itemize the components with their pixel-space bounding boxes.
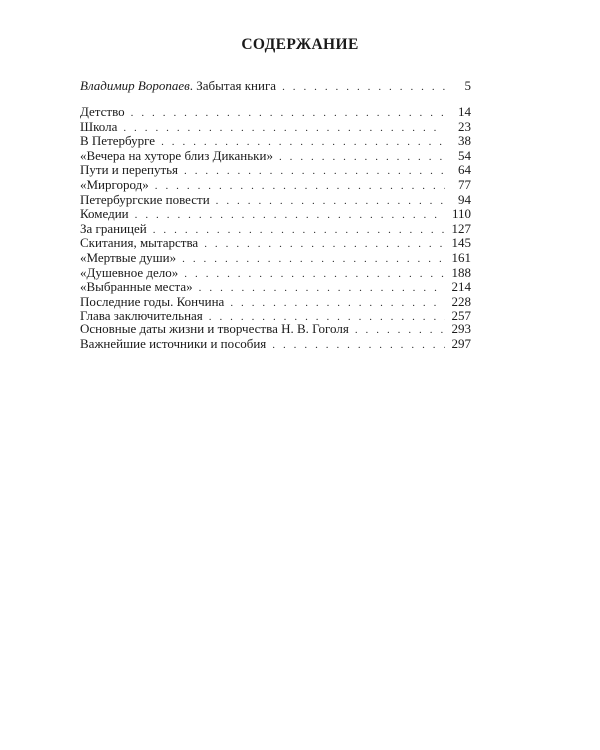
toc-entry-label: Основные даты жизни и творчества Н. В. Гоголя [80, 321, 349, 336]
toc-entry-label: «Мертвые души» [80, 249, 177, 265]
toc-entry-label: Петербургские повести [80, 191, 210, 207]
toc-entry-label: Последние годы. Кончина [80, 293, 225, 309]
toc-page-number: 145 [451, 235, 471, 251]
toc-page-number: 127 [451, 220, 471, 236]
toc-entry [80, 207, 471, 222]
toc-page-number: 5 [464, 78, 471, 93]
toc-entry-label: Школа [80, 118, 118, 134]
toc-entry-label: Глава заключительная [80, 308, 203, 324]
toc-page-number: 38 [458, 133, 471, 149]
toc-page-number: 188 [451, 264, 471, 280]
toc-entry [80, 295, 471, 310]
dot-leader [282, 80, 445, 95]
toc-entry [80, 134, 471, 149]
toc-entry [80, 322, 471, 337]
toc-page-number: 77 [458, 176, 471, 192]
toc-entry [80, 266, 471, 281]
dot-leader [135, 208, 445, 223]
dot-leader [199, 281, 445, 296]
toc-entry-label: Пути и перепутья [80, 162, 179, 178]
dot-leader [182, 252, 445, 267]
toc-page-number: 14 [458, 104, 471, 119]
dot-leader [184, 267, 445, 282]
page-title: СОДЕРЖАНИЕ [241, 36, 359, 53]
toc-entry-label: «Миргород» [80, 176, 149, 192]
toc-page-number: 293 [451, 321, 471, 336]
toc-entry-label: Детство [80, 104, 125, 119]
toc-entry-label: «Вечера на хуторе близ Диканьки» [80, 147, 273, 163]
toc-page-number: 94 [458, 191, 471, 207]
toc-entry [80, 163, 471, 178]
toc-entry [80, 236, 471, 251]
toc-entry-label: «Выбранные места» [80, 279, 193, 295]
toc-entry [80, 120, 471, 135]
toc-entry [80, 178, 471, 193]
toc-entry [80, 105, 471, 120]
toc-page-number: 64 [458, 162, 471, 178]
toc-entry [80, 222, 471, 237]
toc-entry-label: Комедии [80, 206, 129, 222]
dot-leader [123, 121, 445, 136]
toc-page-number: 110 [451, 206, 471, 222]
dot-leader [272, 338, 445, 353]
toc-page-number: 161 [451, 249, 471, 265]
intro-author: Владимир Воропаев [80, 78, 190, 93]
toc-entry-label: В Петербурге [80, 133, 156, 149]
toc-page-number: 228 [451, 293, 471, 309]
intro-label: Забытая книга [196, 78, 277, 93]
toc-entry [80, 280, 471, 295]
toc-entry [80, 193, 471, 208]
toc-entry-label: За границей [80, 220, 147, 236]
toc-page-number: 214 [451, 279, 471, 295]
toc-entry-label [80, 79, 276, 94]
toc-entry [80, 251, 471, 266]
toc-appendix-section [80, 322, 471, 351]
toc-entry-label: Важнейшие источники и пособия [80, 335, 267, 351]
toc-entry [80, 149, 471, 164]
toc-page-number: 23 [458, 118, 471, 134]
toc-entry [80, 79, 471, 94]
dot-leader [131, 106, 445, 121]
dot-leader [216, 194, 445, 209]
toc-entry [80, 337, 471, 352]
toc-page-number: 297 [451, 335, 471, 351]
intro-separator: . [189, 78, 197, 93]
toc-intro-section [80, 79, 471, 94]
dot-leader [230, 296, 445, 311]
dot-leader [279, 150, 445, 165]
toc-chapters-section [80, 105, 471, 324]
toc-entry-label: «Душевное дело» [80, 264, 179, 280]
dot-leader [355, 323, 445, 338]
toc-entry-label: Скитания, мытарства [80, 235, 199, 251]
dot-leader [204, 237, 445, 252]
toc-page-number: 54 [458, 147, 471, 163]
toc-page-number: 257 [451, 308, 471, 324]
dot-leader [184, 164, 445, 179]
